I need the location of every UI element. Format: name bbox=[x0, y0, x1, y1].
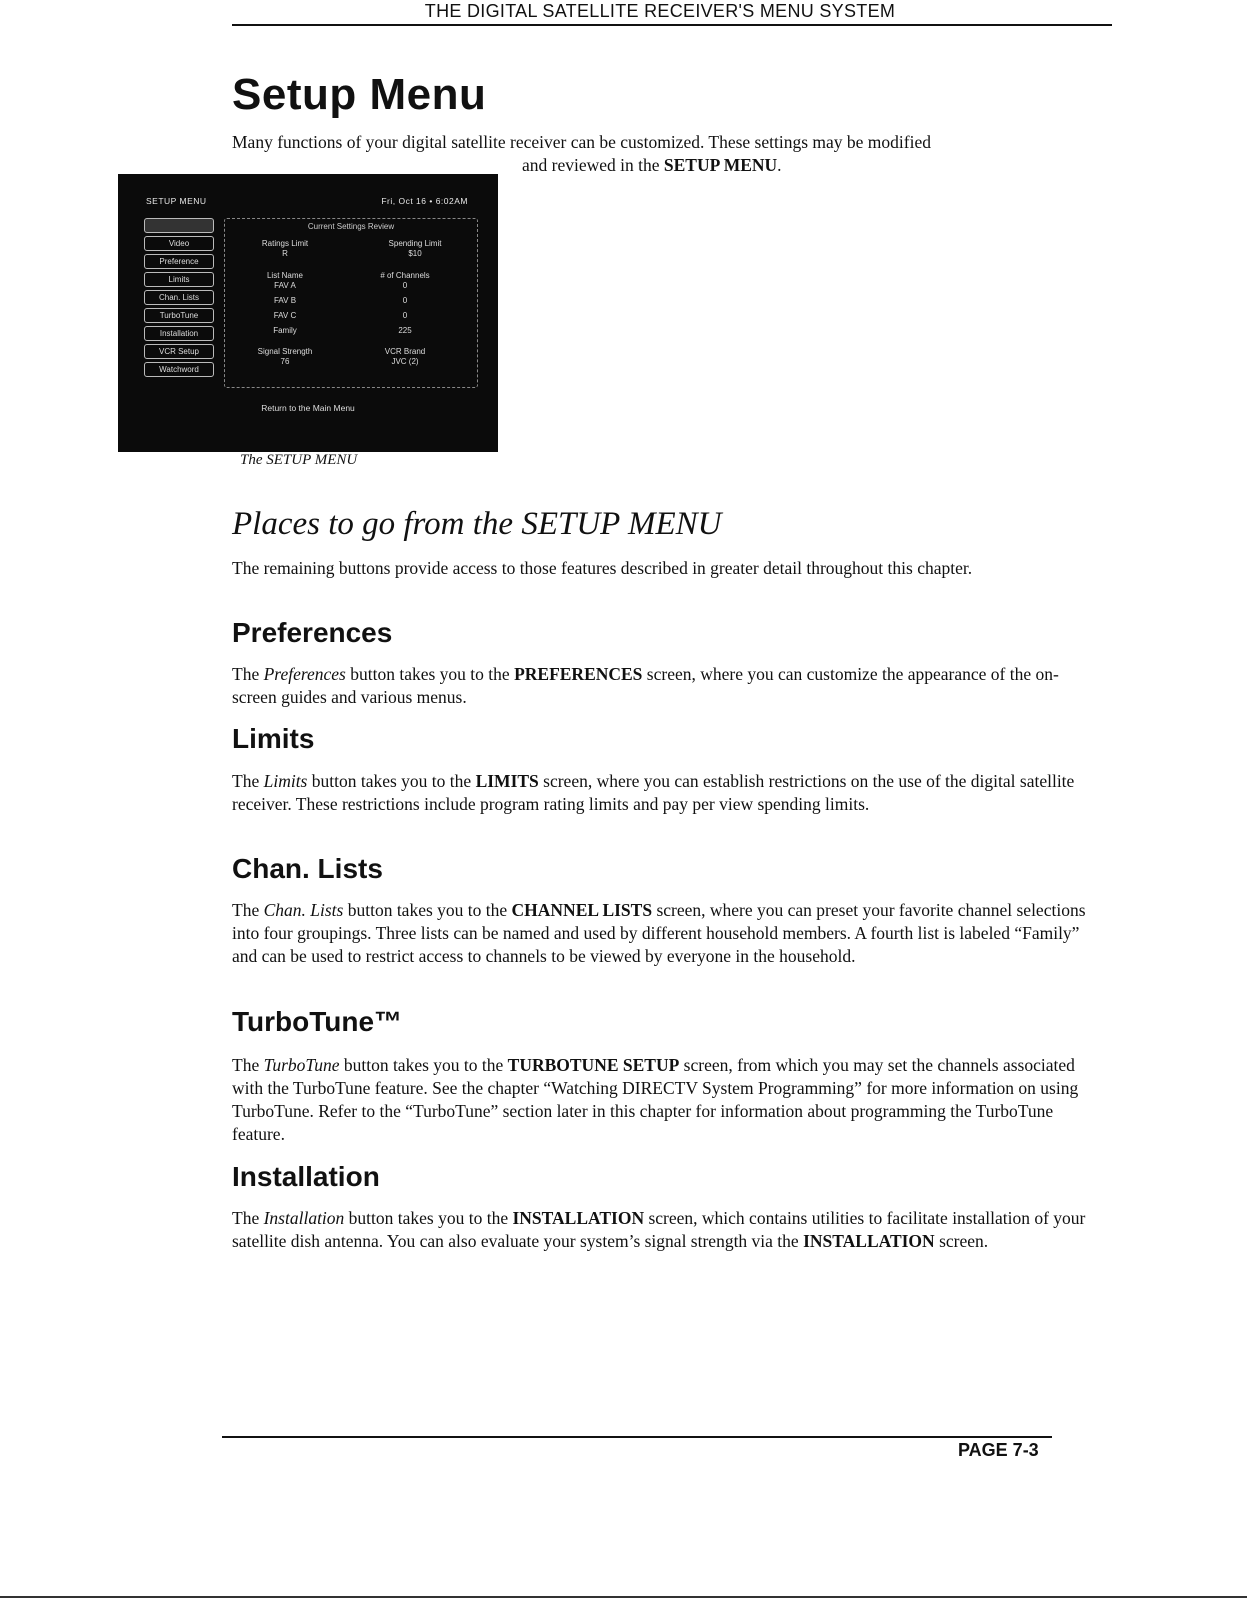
list-count: 225 bbox=[398, 326, 412, 335]
list-name: FAV A bbox=[274, 281, 296, 290]
intro-line-2: and reviewed in the SETUP MENU. bbox=[522, 155, 782, 175]
chan-lists-text: The Chan. Lists button takes you to the CHANNEL LISTS screen, where you can preset your favorite channel selections into four groupings. Three lists can be named and used by different household members. A fourth list is labeled “Family” and can be used to restrict access to channels to be viewed by everyone in the household. bbox=[232, 900, 1086, 966]
list-count: 0 bbox=[402, 311, 408, 320]
intro-line-1: Many functions of your digital satellite receiver can be customized. These settings may be modified bbox=[232, 132, 931, 152]
vcr-label: VCR Brand bbox=[384, 347, 426, 356]
signal-value: 76 bbox=[280, 357, 290, 366]
running-header: THE DIGITAL SATELLITE RECEIVER'S MENU SYSTEM bbox=[424, 1, 896, 21]
installation-heading: Installation bbox=[232, 1161, 380, 1192]
screen-button: Installation bbox=[144, 326, 214, 341]
spending-value: $10 bbox=[408, 249, 422, 258]
turbotune-heading: TurboTune™ bbox=[232, 1006, 403, 1037]
places-heading: Places to go from the SETUP MENU bbox=[232, 506, 722, 542]
screen-button: Chan. Lists bbox=[144, 290, 214, 305]
panel-title: Current Settings Review bbox=[307, 222, 395, 231]
turbotune-text: The TurboTune button takes you to the TURBOTUNE SETUP screen, from which you may set the channels associated with the TurboTune feature. See the chapter “Watching DIRECTV System Programming” for more information on using TurboTune. Refer to the “TurboTune” section later in this chapter for information about programming the TurboTune feature. bbox=[232, 1055, 1079, 1144]
footer-rule bbox=[222, 1436, 1052, 1438]
limits-text: The Limits button takes you to the LIMITS screen, where you can establish restrictions on the use of the digital satellite receiver. These restrictions include program rating limits and pay per view spending limits. bbox=[232, 771, 1075, 814]
spending-label: Spending Limit bbox=[388, 239, 442, 248]
signal-label: Signal Strength bbox=[257, 347, 313, 356]
preferences-text: The Preferences button takes you to the PREFERENCES screen, where you can customize the appearance of the on-screen guides and various menus. bbox=[232, 664, 1059, 707]
rating-value: R bbox=[282, 249, 288, 258]
installation-text: The Installation button takes you to the INSTALLATION screen, which contains utilities to facilitate installation of your satellite dish antenna. You can also evaluate your system’s signal strength via the INSTALLATION screen. bbox=[232, 1208, 1086, 1251]
list-name: FAV C bbox=[273, 311, 297, 320]
page-bottom-edge bbox=[0, 1596, 1247, 1598]
screen-button: Limits bbox=[144, 272, 214, 287]
vcr-value: JVC (2) bbox=[391, 357, 419, 366]
screen-button-column bbox=[144, 218, 214, 380]
page-number: PAGE 7-3 bbox=[958, 1440, 1039, 1460]
list-name: Family bbox=[273, 326, 297, 335]
screen-button bbox=[144, 218, 214, 233]
list-count: 0 bbox=[402, 281, 408, 290]
screen-button: TurboTune bbox=[144, 308, 214, 323]
preferences-heading: Preferences bbox=[232, 617, 393, 648]
screen-button: Watchword bbox=[144, 362, 214, 377]
screen-button: VCR Setup bbox=[144, 344, 214, 359]
places-text: The remaining buttons provide access to those features described in greater detail throughout this chapter. bbox=[232, 558, 973, 578]
setup-menu-screenshot bbox=[118, 174, 498, 452]
screen-button: Preference bbox=[144, 254, 214, 269]
return-to-main-menu: Return to the Main Menu bbox=[261, 403, 355, 413]
page-title: Setup Menu bbox=[232, 70, 487, 119]
limits-heading: Limits bbox=[232, 723, 315, 754]
header-rule bbox=[232, 24, 1112, 26]
screen-date: Fri, Oct 16 • 6:02AM bbox=[381, 196, 468, 206]
list-count: 0 bbox=[402, 296, 408, 305]
screen-button: Video bbox=[144, 236, 214, 251]
settings-review-panel bbox=[224, 218, 478, 388]
list-name-label: List Name bbox=[266, 271, 303, 280]
chan-lists-heading: Chan. Lists bbox=[232, 853, 383, 884]
rating-label: Ratings Limit bbox=[261, 239, 309, 248]
list-name: FAV B bbox=[273, 296, 297, 305]
screen-title: SETUP MENU bbox=[146, 196, 207, 206]
channels-label: # of Channels bbox=[380, 271, 430, 280]
figure-caption: The SETUP MENU bbox=[240, 452, 358, 468]
